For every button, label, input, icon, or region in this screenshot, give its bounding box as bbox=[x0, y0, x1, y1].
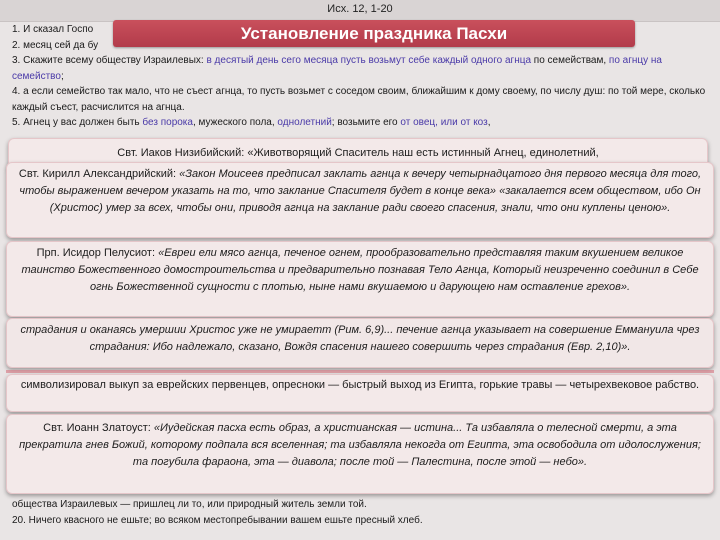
quote-text: Свт. Иаков Низибийский: «Животворящий Спаситель наш есть истинный Агнец, единолетний, bbox=[117, 147, 599, 159]
quote-text: символизировал выкуп за еврейских первенцев, опресноки — быстрый выход из Египта, горькие травы — четырехвековое рабство. bbox=[20, 379, 700, 391]
verse-4: 4. а если семейство так мало, что не съест агнца, то пусть возьмет с соседом своим, ближайшим к дому своему, по числу душ: по той мере, сколько каждый съест, расчислится на агнца. bbox=[12, 86, 706, 113]
verse-20: 20. Ничего квасного не ешьте; во всяком местопребывании вашем ешьте пресный хлеб. bbox=[12, 514, 423, 526]
slide-title: Установление праздника Пасхи bbox=[113, 20, 635, 47]
quote-fragment-5 bbox=[6, 374, 714, 412]
verse-5: 5. Агнец у вас должен быть без порока, мужеского пола, однолетний; возьмите его от овец, или от коз, bbox=[12, 117, 491, 128]
highlight-span: однолетний bbox=[277, 117, 332, 128]
highlight-span: в десятый день сего месяца пусть возьмут себе каждый одного агнца bbox=[206, 55, 532, 66]
quote-kirill bbox=[6, 162, 714, 238]
quote-text: «Иудейская пасха есть образ, а христианская — истина... Та избавляла о телесной смерти, а эта прекратила гнев Божий, которому подпала вся вселенная; та избавляла некогда от Египта, эта освободила от идолослужения; та погубила фараона, эта — диавола; после той — Палестина, после этой — небо». bbox=[19, 422, 701, 468]
verse-1: 1. И сказал Госпо bbox=[12, 24, 94, 35]
verse-19-tail: общества Израилевых — пришлец ли то, или природный житель земли той. bbox=[12, 499, 367, 510]
scripture-reference: Исх. 12, 1-20 bbox=[327, 3, 393, 15]
quote-isidor bbox=[6, 241, 714, 317]
quote-author: Свт. Кирилл Александрийский: bbox=[18, 168, 180, 180]
quote-text: «Евреи ели мясо агнца, печеное огнем, прообразовательно представляя таким вкушением великое таинство Божественного домостроительства и предварительно познавая Тело Агнца, Который неизреченно соединил в Себе огнь Божественной сущности с плотью, ныне нами вкушаемою и дарующею нам оставление грехов». bbox=[21, 247, 699, 293]
verse-3: 3. Скажите всему обществу Израилевых: в десятый день сего месяца пусть возьмут себе каждый одного агнца по семействам, по агнцу на семейство; bbox=[12, 55, 662, 82]
highlight-span: без порока bbox=[142, 117, 193, 128]
quote-text: страдания и оканаясь умершии Христос уже не умираетт (Рим. 6,9)... печение агнца указывает на совершение Еммануила чрез страдания: Ибо надлежало, сказано, Вождя спасения нашего совершить через страдания (Евр. 2,10)». bbox=[20, 324, 700, 353]
divider-stripe bbox=[6, 370, 714, 373]
quote-text: «Закон Моисеев предписал заклать агнца к вечеру четырнадцатого дня первого месяца для того, чтобы выражением вечером указать на то, что заклание Спасителя будет в конце века» «закалается всем обществом, ибо Он (Христос) умер за всех, чтобы они, приводя агнца на заклание ради своего спасения, знали, что они куплены ценою». bbox=[19, 168, 702, 214]
highlight-span: по агнцу на семейство bbox=[12, 55, 662, 82]
quote-author: Свт. Иоанн Златоуст: bbox=[43, 422, 154, 434]
quote-author: Прп. Исидор Пелусиот: bbox=[36, 247, 159, 259]
quote-zlatoust bbox=[6, 414, 714, 494]
verse-2: 2. месяц сей да бу bbox=[12, 39, 99, 51]
quote-fragment-4 bbox=[6, 318, 714, 368]
highlight-span: от овец, или от коз bbox=[400, 117, 488, 128]
verse-text-bottom bbox=[12, 497, 712, 528]
